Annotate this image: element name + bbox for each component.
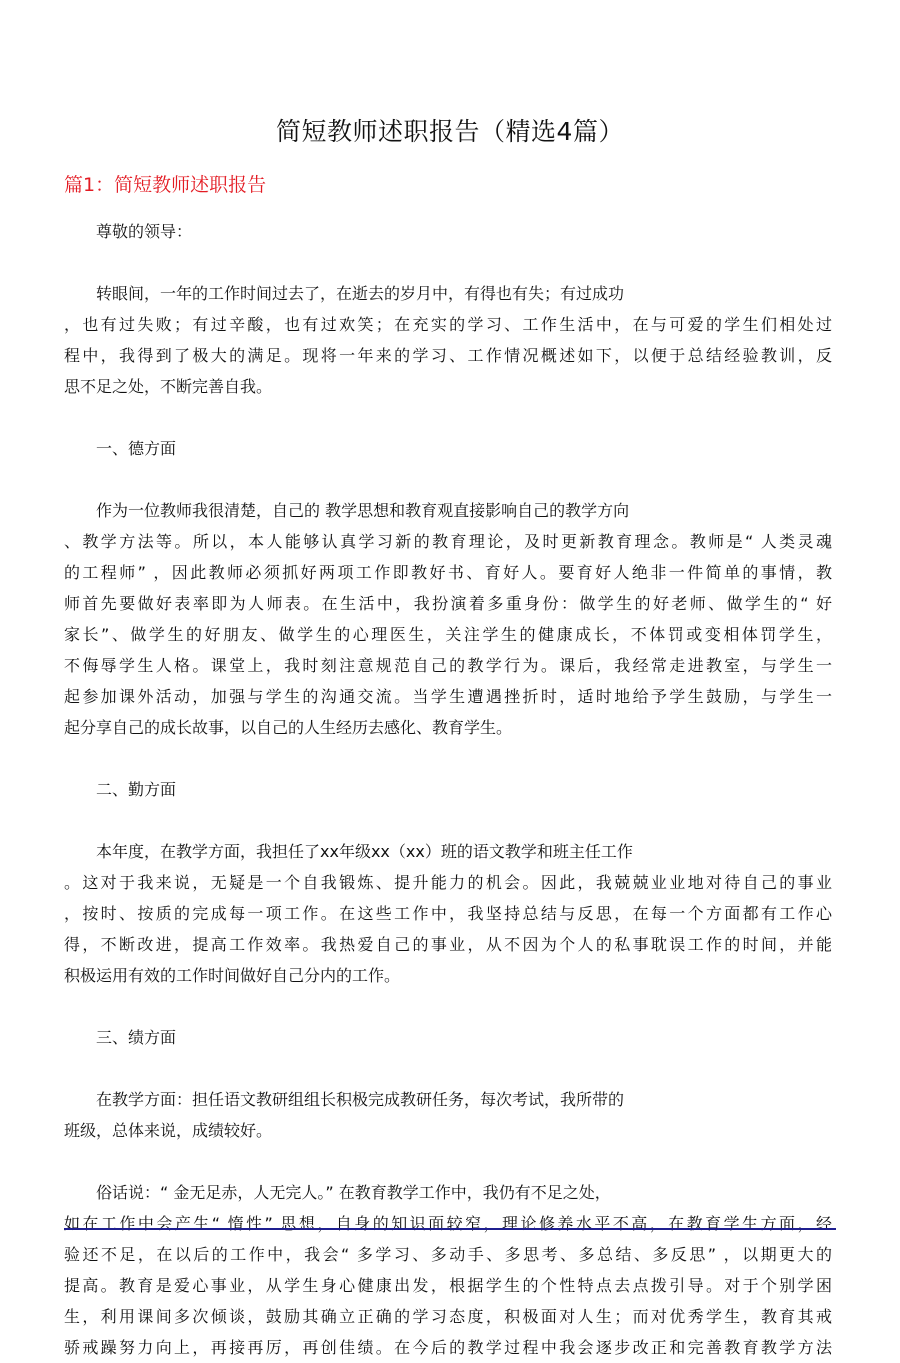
intro-line: 程中，我得到了极大的满足。现将一年来的学习、工作情况概述如下，以便于总结经验教训，反	[64, 346, 832, 365]
de-paragraph-line: 起参加课外活动，加强与学生的沟通交流。当学生遭遇挫折时，适时地给予学生鼓励，与学生一	[64, 687, 832, 706]
section-heading: 篇1：简短教师述职报告	[64, 174, 267, 196]
de-paragraph-line: 作为一位教师我很清楚，自己的 教学思想和教育观直接影响自己的教学方向	[96, 501, 630, 520]
closing-paragraph-line: 骄戒躁努力向上，再接再厉，再创佳绩。在今后的教学过程中我会逐步改正和完善教育教学方法	[64, 1338, 832, 1357]
qin-paragraph-line: 本年度，在教学方面，我担任了xx年级xx（xx）班的语文教学和班主任工作	[96, 842, 633, 861]
de-paragraph-line: 不侮辱学生人格。课堂上，我时刻注意规范自己的教学行为。课后，我经常走进教室，与学生一	[64, 656, 832, 675]
closing-paragraph-line: 验还不足，在以后的工作中，我会“ 多学习、多动手、多思考、多总结、多反思” ，以期更大的	[64, 1245, 832, 1264]
greeting-line: 尊敬的领导：	[96, 222, 193, 241]
qin-paragraph-line: 。这对于我来说，无疑是一个自我锻炼、提升能力的机会。因此，我兢兢业业地对待自己的事业	[64, 873, 832, 892]
paragraph-gap	[64, 1146, 832, 1177]
document-title: 简短教师述职报告（精选4篇）	[276, 117, 624, 146]
closing-paragraph-line: 如在工作中会产生“ 惰性” 思想，自身的知识面较窄，理论修养水平不高，在教育学生方面，经	[64, 1214, 832, 1233]
qin-paragraph-line: 积极运用有效的工作时间做好自己分内的工作。	[64, 966, 401, 985]
paragraph-gap	[64, 1053, 832, 1084]
subheading-de: 一、德方面	[96, 439, 177, 458]
paragraph-gap	[64, 991, 832, 1022]
paragraph-gap	[64, 805, 832, 836]
paragraph-gap	[64, 464, 832, 495]
subheading-qin: 二、勤方面	[96, 780, 177, 799]
de-paragraph-line: 起分享自己的成长故事，以自己的人生经历去感化、教育学生。	[64, 718, 513, 737]
qin-paragraph-line: ，按时、按质的完成每一项工作。在这些工作中，我坚持总结与反思，在每一个方面都有工作心	[64, 904, 832, 923]
intro-line: ，也有过失败；有过辛酸，也有过欢笑；在充实的学习、工作生活中，在与可爱的学生们相处过	[64, 315, 832, 334]
de-paragraph-line: 家长”、做学生的好朋友、做学生的心理医生，关注学生的健康成长，不体罚或变相体罚学生，	[64, 625, 832, 644]
ji-paragraph-line: 在教学方面：担任语文教研组组长积极完成教研任务，每次考试，我所带的	[96, 1090, 625, 1109]
intro-line: 思不足之处，不断完善自我。	[64, 377, 273, 396]
closing-paragraph-line: 俗话说：“ 金无足赤，人无完人。” 在教育教学工作中，我仍有不足之处，	[96, 1183, 611, 1202]
paragraph-gap	[64, 402, 832, 433]
qin-paragraph-line: 得，不断改进，提高工作效率。我热爱自己的事业，从不因为个人的私事耽误工作的时间，并能	[64, 935, 832, 954]
paragraph-gap	[64, 247, 832, 278]
ji-paragraph-line: 班级，总体来说，成绩较好。	[64, 1121, 273, 1140]
intro-line: 转眼间，一年的工作时间过去了，在逝去的岁月中，有得也有失；有过成功	[96, 284, 625, 303]
paragraph-gap	[64, 743, 832, 774]
de-paragraph-line: 、教学方法等。所以，本人能够认真学习新的教育理论，及时更新教育理念。教师是“ 人类灵魂	[64, 532, 832, 551]
subheading-ji: 三、绩方面	[96, 1028, 177, 1047]
document-body	[64, 216, 832, 1363]
closing-paragraph-line: 生，利用课间多次倾谈，鼓励其确立正确的学习态度，积极面对人生；而对优秀学生，教育其戒	[64, 1307, 832, 1326]
de-paragraph-line: 的工程师” ，因此教师必须抓好两项工作即教好书、育好人。要育好人绝非一件简单的事情，教	[64, 563, 832, 582]
de-paragraph-line: 师首先要做好表率即为人师表。在生活中，我扮演着多重身份：做学生的好老师、做学生的“ 好	[64, 594, 832, 613]
footer-divider	[64, 1228, 836, 1230]
closing-paragraph-line: 提高。教育是爱心事业，从学生身心健康出发，根据学生的个性特点去点拨引导。对于个别学困	[64, 1276, 832, 1295]
